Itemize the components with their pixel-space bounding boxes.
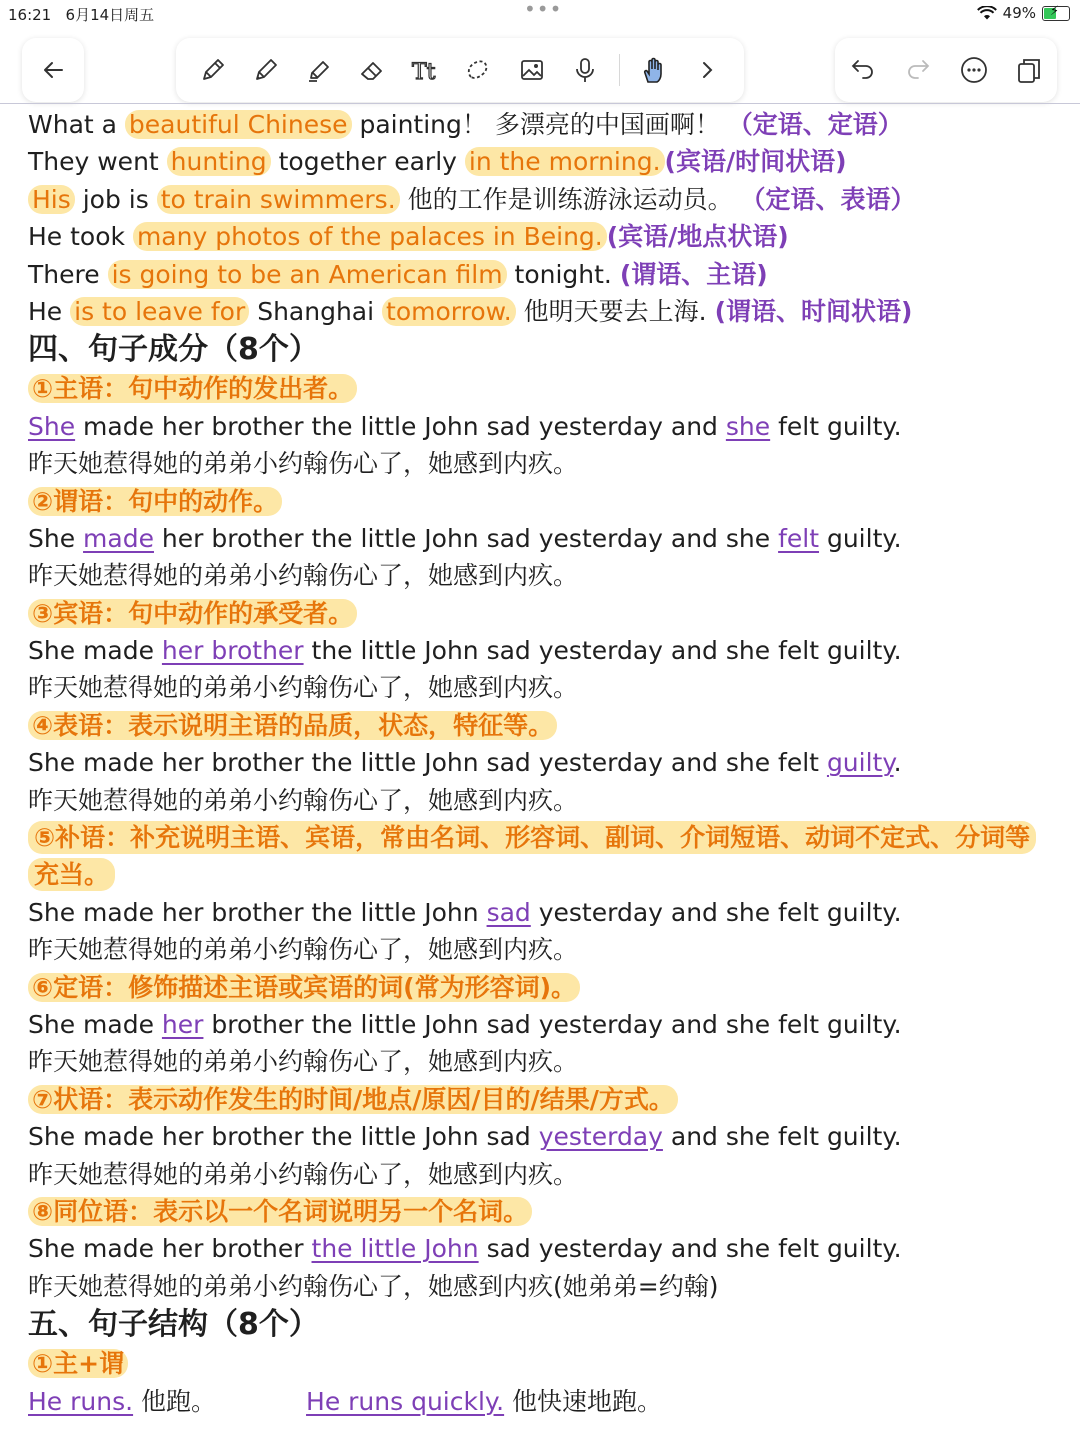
toolbar-divider — [0, 103, 1080, 104]
note-page[interactable] — [20, 106, 1060, 1420]
example-line-2: They went hunting together early in the morning. (宾语/时间状语) — [28, 147, 847, 177]
component-heading-2: ②谓语：句中的动作。 — [20, 483, 1060, 520]
component-example-4: She made her brother the little John sad yesterday and she felt guilty. — [28, 748, 902, 778]
status-time: 16:21 6月14日周五 — [8, 6, 155, 24]
lasso-icon[interactable] — [459, 51, 497, 89]
component-example-1: She made her brother the little John sad yesterday and she felt guilty. — [28, 411, 902, 441]
back-group — [22, 38, 84, 102]
component-example-2: She made her brother the little John sad yesterday and she felt guilty. — [28, 523, 902, 553]
pages-icon[interactable] — [1010, 51, 1048, 89]
component-translation-1: 昨天她惹得她的弟弟小约翰伤心了，她感到内疚。 — [28, 449, 579, 479]
structure-example-1: He runs. 他跑。 He runs quickly. 他快速地跑。 — [28, 1386, 663, 1416]
highlighter-icon[interactable] — [300, 51, 338, 89]
toolbar-separator — [619, 54, 620, 86]
document-toolbar — [835, 38, 1057, 102]
component-heading-1: ①主语：句中动作的发出者。 — [20, 370, 1060, 407]
component-example-7: She made her brother the little John sad yesterday and she felt guilty. — [28, 1122, 902, 1152]
drawing-toolbar — [176, 38, 744, 102]
image-icon[interactable] — [513, 51, 551, 89]
component-example-5: She made her brother the little John sad yesterday and she felt guilty. — [28, 897, 902, 927]
component-heading-3: ③宾语：句中动作的承受者。 — [20, 595, 1060, 632]
back-icon[interactable] — [34, 51, 72, 89]
hand-draw-icon[interactable] — [635, 51, 673, 89]
pen-icon[interactable] — [194, 51, 232, 89]
example-line-1: What a beautiful Chinese painting！ 多漂亮的中国画啊！ （定语、定语） — [28, 110, 903, 139]
component-heading-8: ⑧同位语：表示以一个名词说明另一个名词。 — [20, 1193, 1060, 1230]
example-line-5: There is going to be an American film tonight. (谓语、主语) — [28, 259, 768, 289]
component-translation-4: 昨天她惹得她的弟弟小约翰伤心了，她感到内疚。 — [28, 785, 579, 815]
svg-text:Tt: Tt — [412, 60, 436, 85]
redo-icon[interactable] — [899, 51, 937, 89]
eraser-icon[interactable] — [353, 51, 391, 89]
text-tool-icon[interactable] — [406, 51, 444, 89]
section-5-title: 五、句子结构（8个） — [28, 1307, 319, 1343]
component-example-3: She made her brother the little John sad yesterday and she felt guilty. — [28, 636, 902, 666]
component-heading-4: ④表语：表示说明主语的品质，状态，特征等。 — [20, 707, 1060, 744]
wifi-icon — [977, 6, 997, 21]
pencil-icon[interactable] — [247, 51, 285, 89]
microphone-icon[interactable] — [566, 51, 604, 89]
component-translation-7: 昨天她惹得她的弟弟小约翰伤心了，她感到内疚。 — [28, 1159, 579, 1189]
status-bar — [0, 0, 1080, 28]
component-example-6: She made her brother the little John sad yesterday and she felt guilty. — [28, 1010, 902, 1040]
component-translation-6: 昨天她惹得她的弟弟小约翰伤心了，她感到内疚。 — [28, 1047, 579, 1077]
chevron-right-icon[interactable] — [688, 51, 726, 89]
battery-icon: ⚡ — [1042, 6, 1070, 21]
undo-icon[interactable] — [844, 51, 882, 89]
component-translation-3: 昨天她惹得她的弟弟小约翰伤心了，她感到内疚。 — [28, 673, 579, 703]
component-translation-2: 昨天她惹得她的弟弟小约翰伤心了，她感到内疚。 — [28, 561, 579, 591]
component-heading-6: ⑥定语：修饰描述主语或宾语的词(常为形容词)。 — [20, 969, 1060, 1006]
more-icon[interactable] — [955, 51, 993, 89]
component-heading-5: ⑤补语：补充说明主语、宾语，常由名词、形容词、副词、介词短语、动词不定式、分词等充当。 — [20, 819, 1048, 894]
component-example-8: She made her brother the little John sad yesterday and she felt guilty. — [28, 1234, 902, 1264]
structure-heading-1: ①主+谓 — [20, 1345, 1060, 1382]
multitask-dots[interactable]: ••• — [524, 0, 563, 21]
component-translation-8: 昨天她惹得她的弟弟小约翰伤心了，她感到内疚(她弟弟=约翰) — [28, 1271, 719, 1301]
section-4-title: 四、句子成分（8个） — [28, 332, 319, 368]
example-line-4: He took many photos of the palaces in Being. (宾语/地点状语) — [28, 222, 789, 252]
example-line-6: He is to leave for Shanghai tomorrow. 他明天要去上海. (谓语、时间状语) — [28, 296, 913, 326]
component-translation-5: 昨天她惹得她的弟弟小约翰伤心了，她感到内疚。 — [28, 935, 579, 965]
battery-percent: 49% — [1002, 4, 1036, 22]
example-line-3: His job is to train swimmers. 他的工作是训练游泳运动员。 （定语、表语） — [20, 181, 1060, 218]
component-heading-7: ⑦状语：表示动作发生的时间/地点/原因/目的/结果/方式。 — [20, 1081, 1060, 1118]
